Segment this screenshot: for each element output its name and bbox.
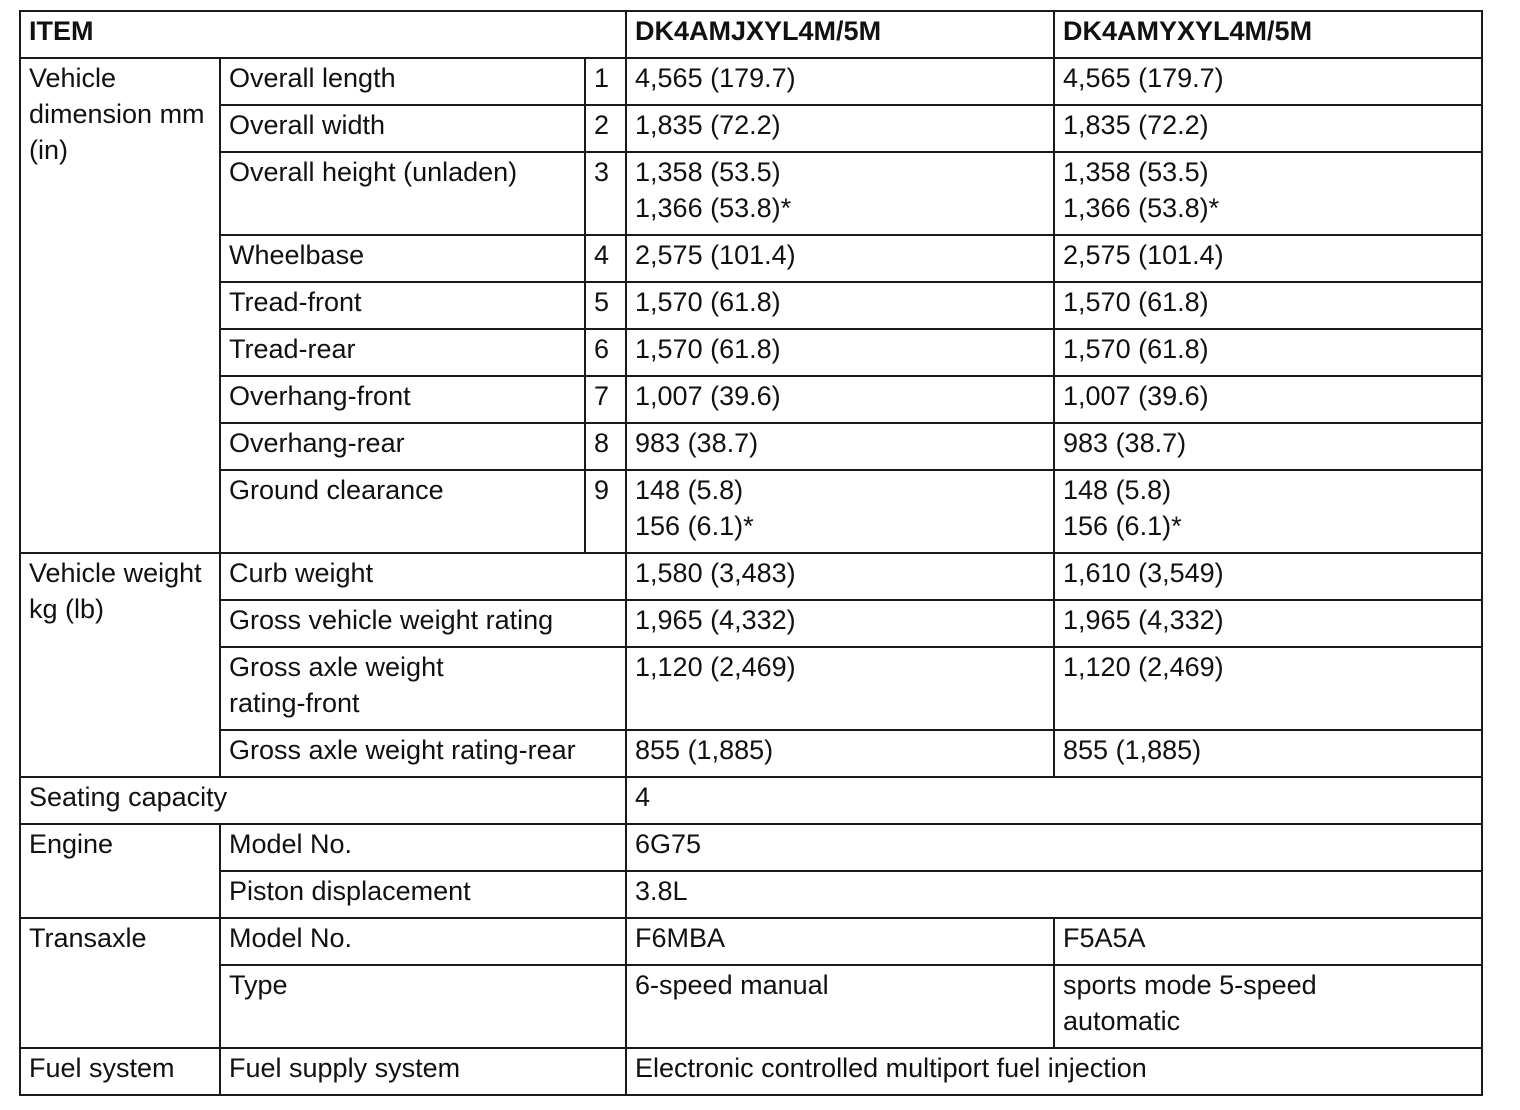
value-a: 1,965 (4,332) — [626, 600, 1054, 647]
row-number: 2 — [585, 105, 626, 152]
value-a: 1,835 (72.2) — [626, 105, 1054, 152]
row-label-line: Gross axle weight — [229, 652, 444, 682]
row-label: Overhang-rear — [220, 423, 585, 470]
value-b: 1,120 (2,469) — [1054, 647, 1482, 730]
value-b: 1,570 (61.8) — [1054, 329, 1482, 376]
value-b: 4,565 (179.7) — [1054, 58, 1482, 105]
group-label-transaxle: Transaxle — [20, 918, 220, 1048]
row-label: Piston displacement — [220, 871, 626, 918]
table-row — [20, 282, 1482, 329]
value-a: F6MBA — [626, 918, 1054, 965]
value-line: sports mode 5-speed — [1063, 970, 1317, 1000]
group-label-text: Vehicle dimension mm (in) — [29, 63, 205, 165]
value-b: 1,835 (72.2) — [1054, 105, 1482, 152]
value-a: 6-speed manual — [626, 965, 1054, 1048]
value-b: F5A5A — [1054, 918, 1482, 965]
row-label: Gross axle weight rating-rear — [220, 730, 626, 777]
row-label: Type — [220, 965, 626, 1048]
group-label-dimension — [20, 58, 220, 553]
value-ab: 6G75 — [626, 824, 1482, 871]
row-label: Curb weight — [220, 553, 626, 600]
value-b — [1054, 965, 1482, 1048]
row-number: 5 — [585, 282, 626, 329]
row-number: 9 — [585, 470, 626, 553]
value-line: 148 (5.8) — [635, 475, 744, 505]
value-line: 148 (5.8) — [1063, 475, 1172, 505]
row-label: Gross vehicle weight rating — [220, 600, 626, 647]
value-a: 1,120 (2,469) — [626, 647, 1054, 730]
row-label-line: rating-front — [229, 688, 360, 718]
row-label: Fuel supply system — [220, 1048, 626, 1095]
value-line: 1,358 (53.5) — [1063, 157, 1209, 187]
value-a: 1,570 (61.8) — [626, 282, 1054, 329]
value-b: 1,007 (39.6) — [1054, 376, 1482, 423]
row-label: Overhang-front — [220, 376, 585, 423]
value-line: 1,366 (53.8)* — [1063, 193, 1220, 223]
value-a: 855 (1,885) — [626, 730, 1054, 777]
table-row — [20, 918, 1482, 965]
row-number: 1 — [585, 58, 626, 105]
row-label: Wheelbase — [220, 235, 585, 282]
row-label: Overall width — [220, 105, 585, 152]
table-row — [20, 470, 1482, 553]
value-line: 1,366 (53.8)* — [635, 193, 792, 223]
row-label — [220, 647, 626, 730]
row-label: Overall height (unladen) — [220, 152, 585, 235]
group-label-weight: Vehicle weight kg (lb) — [20, 553, 220, 777]
table-row — [20, 600, 1482, 647]
value-b: 1,965 (4,332) — [1054, 600, 1482, 647]
value-b: 855 (1,885) — [1054, 730, 1482, 777]
value-b: 983 (38.7) — [1054, 423, 1482, 470]
row-label: Overall length — [220, 58, 585, 105]
value-ab: 3.8L — [626, 871, 1482, 918]
table-row — [20, 329, 1482, 376]
table-row — [20, 105, 1482, 152]
value-b — [1054, 470, 1482, 553]
row-number: 6 — [585, 329, 626, 376]
table-row — [20, 824, 1482, 871]
table-row — [20, 376, 1482, 423]
row-label: Model No. — [220, 918, 626, 965]
header-model-b: DK4AMYXYL4M/5M — [1054, 11, 1482, 58]
row-label: Tread-rear — [220, 329, 585, 376]
row-number: 7 — [585, 376, 626, 423]
specifications-table — [19, 10, 1483, 1096]
header-model-a: DK4AMJXYL4M/5M — [626, 11, 1054, 58]
value-ab: 4 — [626, 777, 1482, 824]
row-number: 8 — [585, 423, 626, 470]
table-row — [20, 553, 1482, 600]
value-a — [626, 152, 1054, 235]
value-b — [1054, 152, 1482, 235]
value-a: 1,580 (3,483) — [626, 553, 1054, 600]
value-line: 1,358 (53.5) — [635, 157, 781, 187]
value-b: 2,575 (101.4) — [1054, 235, 1482, 282]
value-b: 1,570 (61.8) — [1054, 282, 1482, 329]
table-row — [20, 647, 1482, 730]
value-a: 1,007 (39.6) — [626, 376, 1054, 423]
value-a — [626, 470, 1054, 553]
group-label-fuel: Fuel system — [20, 1048, 220, 1095]
table-row — [20, 1048, 1482, 1095]
value-a: 983 (38.7) — [626, 423, 1054, 470]
row-label: Model No. — [220, 824, 626, 871]
header-item: ITEM — [20, 11, 626, 58]
table-row — [20, 423, 1482, 470]
header-row — [20, 11, 1482, 58]
value-ab: Electronic controlled multiport fuel injection — [626, 1048, 1482, 1095]
table-row — [20, 730, 1482, 777]
value-a: 4,565 (179.7) — [626, 58, 1054, 105]
row-label: Ground clearance — [220, 470, 585, 553]
value-a: 1,570 (61.8) — [626, 329, 1054, 376]
row-label: Seating capacity — [20, 777, 626, 824]
table-row — [20, 152, 1482, 235]
value-b: 1,610 (3,549) — [1054, 553, 1482, 600]
row-label: Tread-front — [220, 282, 585, 329]
row-number: 4 — [585, 235, 626, 282]
value-a: 2,575 (101.4) — [626, 235, 1054, 282]
group-label-engine: Engine — [20, 824, 220, 918]
value-line: 156 (6.1)* — [1063, 511, 1182, 541]
table-row — [20, 235, 1482, 282]
table-row — [20, 58, 1482, 105]
value-line: automatic — [1063, 1006, 1181, 1036]
row-number: 3 — [585, 152, 626, 235]
value-line: 156 (6.1)* — [635, 511, 754, 541]
table-row — [20, 871, 1482, 918]
table-row — [20, 965, 1482, 1048]
table-row — [20, 777, 1482, 824]
